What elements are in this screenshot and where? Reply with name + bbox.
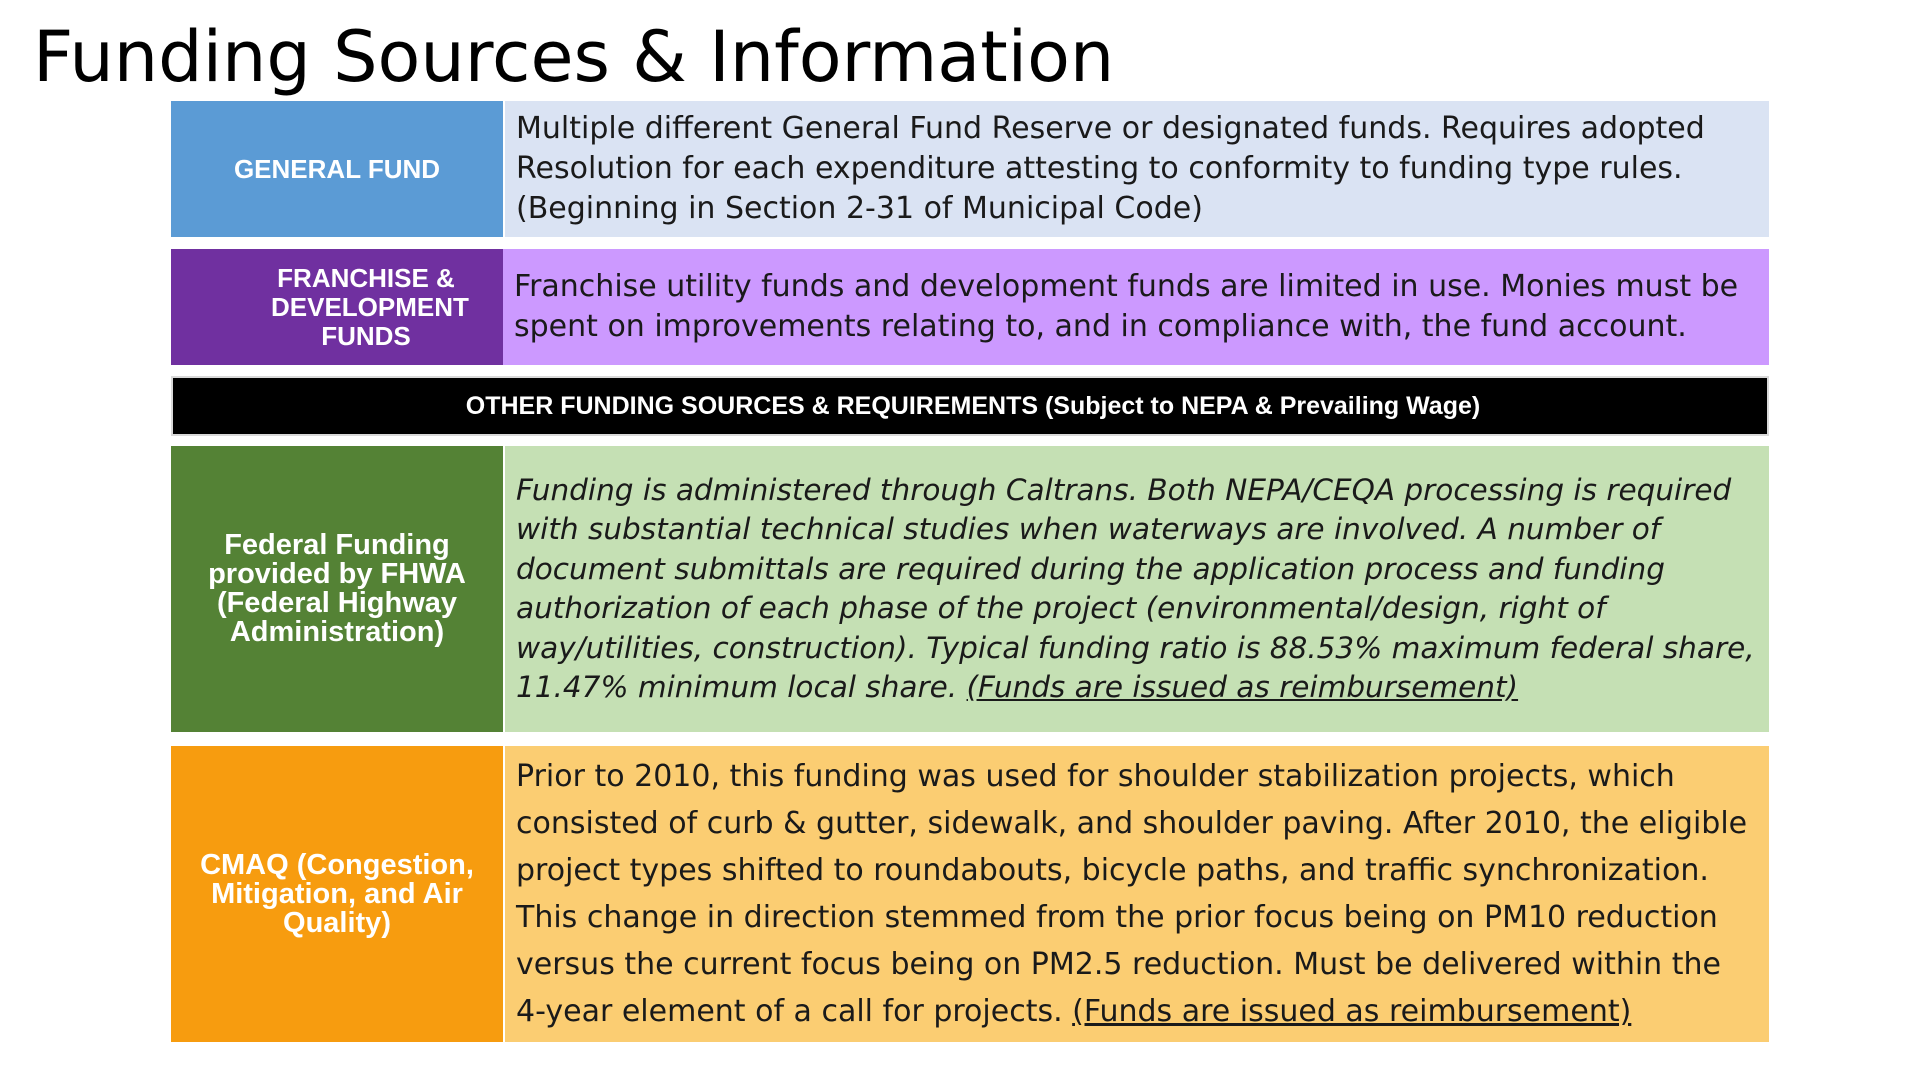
federal-funding-label [171, 446, 503, 732]
federal-funding-description-cell [503, 446, 1769, 732]
franchise-development-description: Franchise utility funds and development funds are limited in use. Monies must be spent on improvements relating to, and in compliance with, the fund account. [514, 269, 1739, 344]
federal-funding-label-text: Federal Funding provided by FHWA (Federal Highway Administration) [208, 529, 466, 648]
general-fund-row [171, 101, 1769, 237]
other-funding-header-text: OTHER FUNDING SOURCES & REQUIREMENTS (Subject to NEPA & Prevailing Wage) [465, 391, 1481, 420]
cmaq-description-cell [503, 746, 1769, 1042]
cmaq-label-text: CMAQ (Congestion, Mitigation, and Air Quality) [200, 848, 474, 939]
general-fund-description: Multiple different General Fund Reserve or designated funds. Requires adopted Resolution for each expenditure attesting to conformity to funding type rules. (Beginning in Section 2-31 of Municipal Code) [516, 111, 1705, 226]
general-fund-label: GENERAL FUND [171, 101, 503, 237]
federal-reimbursement-note: (Funds are issued as reimbursement) [966, 670, 1519, 704]
franchise-development-label-text: FRANCHISE & DEVELOPMENT FUNDS [271, 262, 469, 351]
cmaq-reimbursement-note: (Funds are issued as reimbursement) [1072, 994, 1632, 1029]
cmaq-description-text: Prior to 2010, this funding was used for shoulder stabilization projects, which consisted of curb & gutter, sidewalk, and shoulder paving. After 2010, the eligible project types shifted to roundabouts, bicycle paths, and traffic synchronization. This change in direction stemmed from the prior focus being on PM10 reduction versus the current focus being on PM2.5 reduction. Must be delivered within the 4-year element of a call for projects. [516, 759, 1748, 1029]
franchise-development-description-cell [503, 249, 1769, 365]
other-funding-header-bar [171, 376, 1769, 436]
slide-title: Funding Sources & Information [33, 16, 1115, 98]
franchise-development-row [171, 249, 1769, 365]
cmaq-row [171, 746, 1769, 1042]
franchise-development-label [171, 249, 503, 365]
federal-funding-description-text: Funding is administered through Caltrans. Both NEPA/CEQA processing is required with substantial technical studies when waterways are involved. A number of document submittals are required during the application process and funding authorization of each phase of the project (environmental/design, right of way/utilities, construction). Typical funding ratio is 88.53% maximum federal share, 11.47% minimum local share. [516, 472, 1755, 704]
federal-funding-row [171, 446, 1769, 732]
cmaq-description [516, 753, 1755, 1035]
federal-funding-description [516, 471, 1755, 708]
cmaq-label [171, 746, 503, 1042]
general-fund-description-cell [503, 101, 1769, 237]
